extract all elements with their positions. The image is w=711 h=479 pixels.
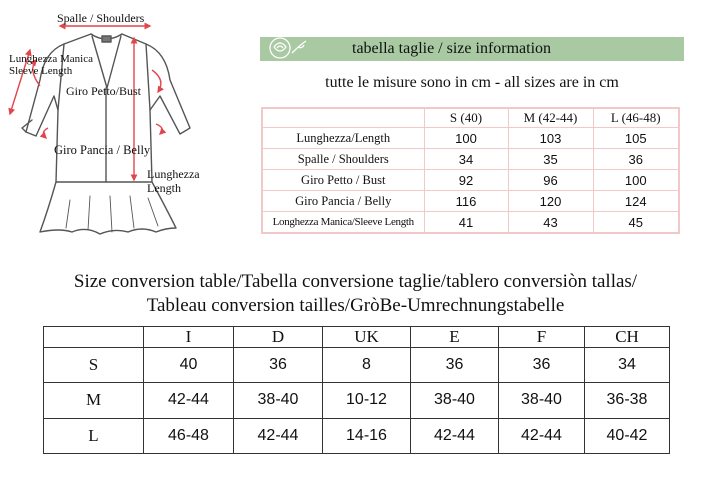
table-row	[44, 383, 670, 418]
table-cell: 103	[508, 128, 593, 149]
table-cell: 92	[424, 170, 508, 191]
column-header: D	[234, 327, 323, 348]
table-cell: 100	[424, 128, 508, 149]
size-label: L	[44, 418, 144, 453]
table-cell: 45	[593, 212, 679, 234]
label-belly: Giro Pancia / Belly	[54, 143, 151, 157]
table-row	[262, 170, 679, 191]
table-row	[262, 149, 679, 170]
table-cell: 36	[499, 348, 585, 383]
table-cell: 124	[593, 191, 679, 212]
table-cell: 36-38	[585, 383, 670, 418]
table-row	[262, 212, 679, 234]
table-cell: 42-44	[411, 418, 499, 453]
table-row	[44, 418, 670, 453]
table-row	[44, 348, 670, 383]
table-cell: 116	[424, 191, 508, 212]
dress-diagram	[0, 0, 250, 255]
row-label: Giro Petto / Bust	[262, 170, 424, 191]
table-cell: 42-44	[499, 418, 585, 453]
table-cell: 36	[411, 348, 499, 383]
size-info-header	[260, 37, 684, 61]
conversion-title-line2: Tableau conversion tailles/GròBe-Umrechnungstabelle	[146, 295, 565, 316]
column-header: I	[144, 327, 234, 348]
row-label: Spalle / Shoulders	[262, 149, 424, 170]
table-cell: 10-12	[323, 383, 411, 418]
table-cell: 38-40	[234, 383, 323, 418]
table-cell: 42-44	[234, 418, 323, 453]
table-cell: 36	[234, 348, 323, 383]
size-label: S	[44, 348, 144, 383]
column-header: CH	[585, 327, 670, 348]
table-cell: 40	[144, 348, 234, 383]
table-cell: 46-48	[144, 418, 234, 453]
table-cell: 35	[508, 149, 593, 170]
table-cell: 42-44	[144, 383, 234, 418]
dress-outline-icon	[0, 0, 250, 255]
table-cell: 96	[508, 170, 593, 191]
column-header: S (40)	[424, 108, 508, 128]
size-label: M	[44, 383, 144, 418]
table-cell: 43	[508, 212, 593, 234]
table-header-row	[44, 327, 670, 348]
row-label: Lunghezza/Length	[262, 128, 424, 149]
label-length-line2: Length	[147, 181, 181, 195]
label-length-line1: Lunghezza	[147, 167, 200, 181]
header-empty	[262, 108, 424, 128]
table-row	[262, 191, 679, 212]
label-sleeve-length	[9, 53, 93, 77]
table-cell: 100	[593, 170, 679, 191]
table-cell: 41	[424, 212, 508, 234]
label-bust: Giro Petto/Bust	[66, 84, 142, 98]
units-note: tutte le misure sono in cm - all sizes are in cm	[325, 74, 619, 91]
row-label: Longhezza Manica/Sleeve Length	[262, 212, 424, 234]
table-cell: 38-40	[499, 383, 585, 418]
conversion-title	[0, 270, 711, 318]
table-cell: 14-16	[323, 418, 411, 453]
table-cell: 8	[323, 348, 411, 383]
row-label: Giro Pancia / Belly	[262, 191, 424, 212]
header-empty	[44, 327, 144, 348]
column-header: L (46-48)	[593, 108, 679, 128]
size-info-table	[261, 107, 680, 234]
column-header: F	[499, 327, 585, 348]
header-title: tabella taglie / size information	[352, 40, 552, 57]
column-header: UK	[323, 327, 411, 348]
column-header: E	[411, 327, 499, 348]
conversion-title-line1: Size conversion table/Tabella conversione taglie/tablero conversiòn tallas/	[73, 271, 638, 292]
label-length	[147, 167, 200, 195]
label-shoulders: Spalle / Shoulders	[57, 11, 145, 25]
rose-icon	[264, 33, 310, 63]
table-cell: 120	[508, 191, 593, 212]
table-cell: 36	[593, 149, 679, 170]
column-header: M (42-44)	[508, 108, 593, 128]
table-cell: 38-40	[411, 383, 499, 418]
table-cell: 34	[585, 348, 670, 383]
size-conversion-table	[43, 326, 670, 454]
table-row	[262, 128, 679, 149]
table-cell: 40-42	[585, 418, 670, 453]
table-cell: 34	[424, 149, 508, 170]
table-cell: 105	[593, 128, 679, 149]
label-sleeve-line2: Sleeve Length	[9, 65, 73, 77]
label-sleeve-line1: Lunghezza Manica	[9, 53, 93, 65]
table-header-row	[262, 108, 679, 128]
